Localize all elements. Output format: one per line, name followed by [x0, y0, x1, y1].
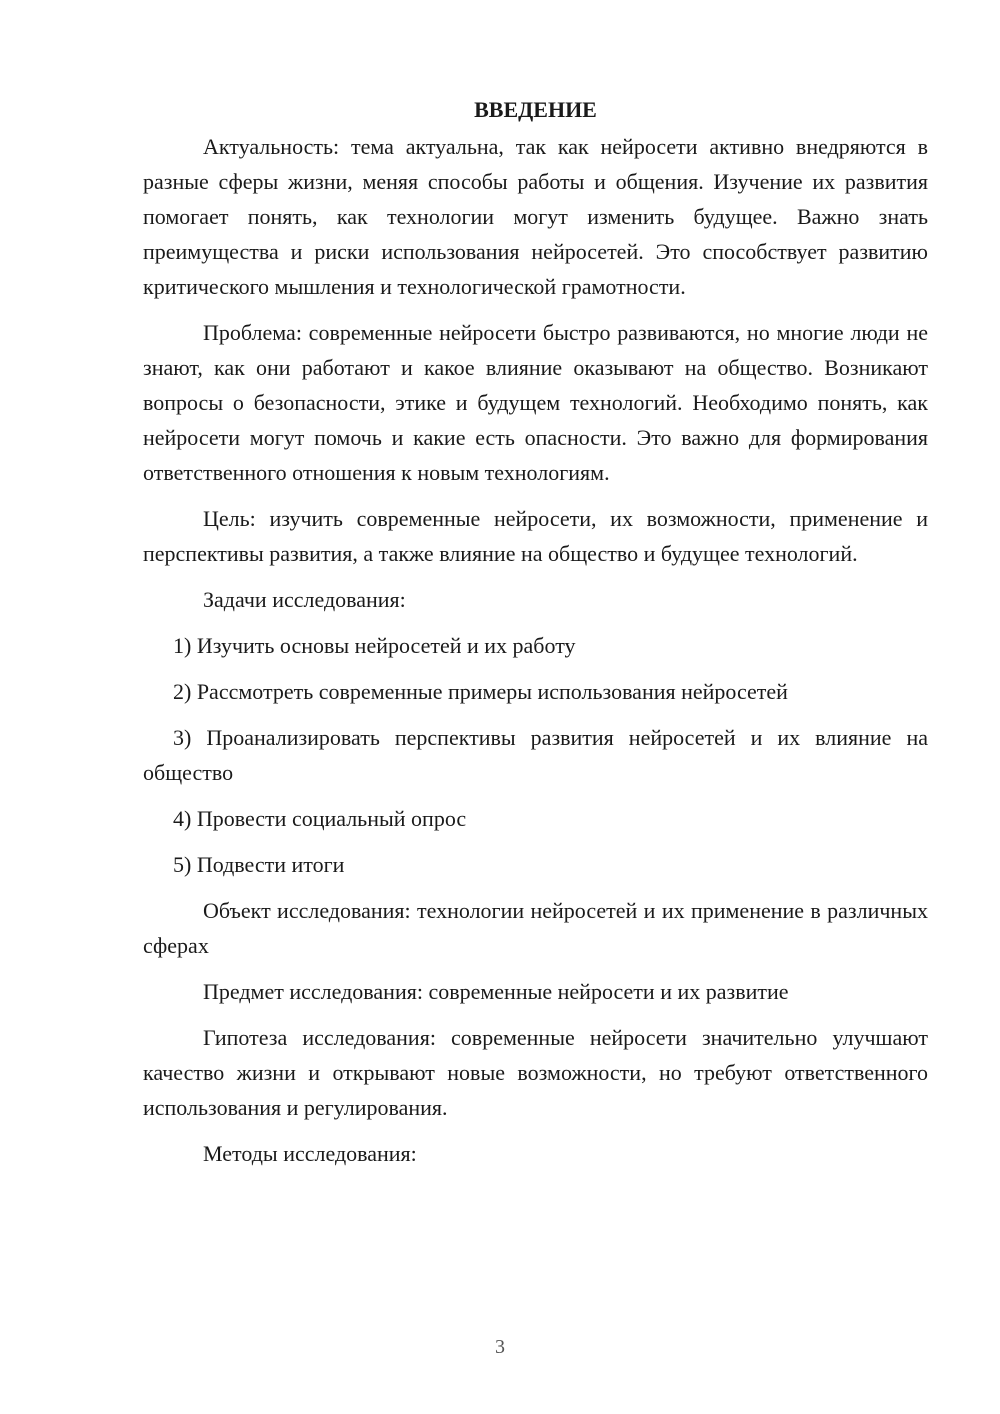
paragraph-object: Объект исследования: технологии нейросетей и их применение в различных сферах: [143, 898, 928, 958]
paragraph-problem: Проблема: современные нейросети быстро развиваются, но многие люди не знают, как они работают и какое влияние оказывают на общество. Возникают вопросы о безопасности, этике и будущем технологий. Необходимо понять, как нейросети могут помочь и какие есть опасности. Это важно для формирования ответственного отношения к новым технологиям.: [143, 320, 928, 485]
paragraph-methods: Методы исследования:: [203, 1141, 417, 1166]
paragraph-relevance: Актуальность: тема актуальна, так как нейросети активно внедряются в разные сферы жизни, меняя способы работы и общения. Изучение их развития помогает понять, как технологии могут изменить будущее. Важно знать преимущества и риски использования нейросетей. Это способствует развитию критического мышления и технологической грамотности.: [143, 134, 928, 299]
paragraph-hypothesis: Гипотеза исследования: современные нейросети значительно улучшают качество жизни и открывают новые возможности, но требуют ответственного использования и регулирования.: [143, 1025, 928, 1120]
document-page: [143, 92, 928, 1182]
paragraph-goal: Цель: изучить современные нейросети, их возможности, применение и перспективы развития, а также влияние на общество и будущее технологий.: [143, 506, 928, 566]
paragraph-tasks-heading: Задачи исследования:: [203, 587, 406, 612]
page-number: 3: [495, 1336, 505, 1358]
task-item: 1) Изучить основы нейросетей и их работу: [173, 633, 576, 658]
task-item: 2) Рассмотреть современные примеры использования нейросетей: [173, 679, 788, 704]
page-title: ВВЕДЕНИЕ: [474, 97, 597, 122]
task-item: 5) Подвести итоги: [173, 852, 345, 877]
task-item: 3) Проанализировать перспективы развития нейросетей и их влияние на общество: [143, 725, 928, 785]
paragraph-subject: Предмет исследования: современные нейросети и их развитие: [203, 979, 789, 1004]
task-item: 4) Провести социальный опрос: [173, 806, 467, 831]
